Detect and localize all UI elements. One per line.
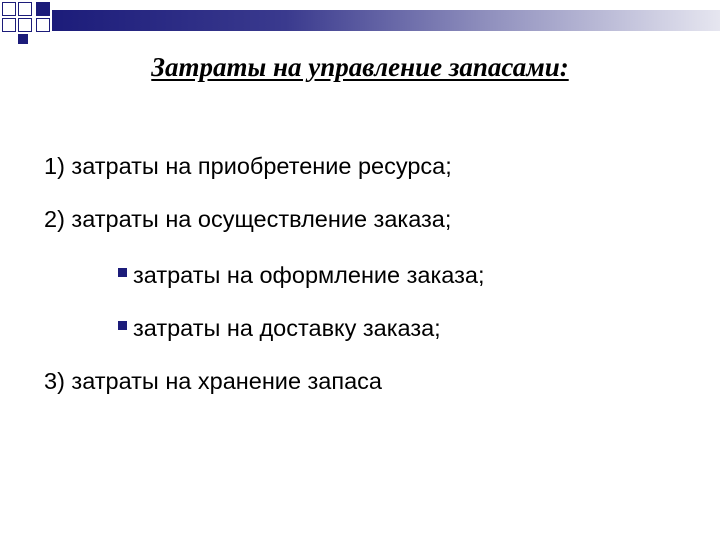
sub-list-item <box>118 260 484 290</box>
decorative-square <box>36 2 50 16</box>
list-item <box>44 366 382 396</box>
list-item-text: 3) затраты на хранение запаса <box>44 368 382 394</box>
slide-title: Затраты на управление запасами: <box>151 52 569 82</box>
decorative-square <box>2 18 16 32</box>
square-bullet-icon <box>118 268 127 277</box>
list-item-text: 1) затраты на приобретение ресурса; <box>44 153 452 179</box>
sub-list-item-text: затраты на доставку заказа; <box>133 315 441 341</box>
sub-list-item <box>118 313 441 343</box>
decorative-square <box>36 18 50 32</box>
decorative-square <box>18 18 32 32</box>
list-item <box>44 204 451 234</box>
decorative-square <box>2 2 16 16</box>
decorative-square <box>18 2 32 16</box>
list-item-text: 2) затраты на осуществление заказа; <box>44 206 452 232</box>
sub-list-item-text: затраты на оформление заказа; <box>133 262 485 288</box>
list-item <box>44 151 452 181</box>
header-gradient-bar <box>52 10 720 31</box>
square-bullet-icon <box>118 321 127 330</box>
decorative-square <box>18 34 28 44</box>
